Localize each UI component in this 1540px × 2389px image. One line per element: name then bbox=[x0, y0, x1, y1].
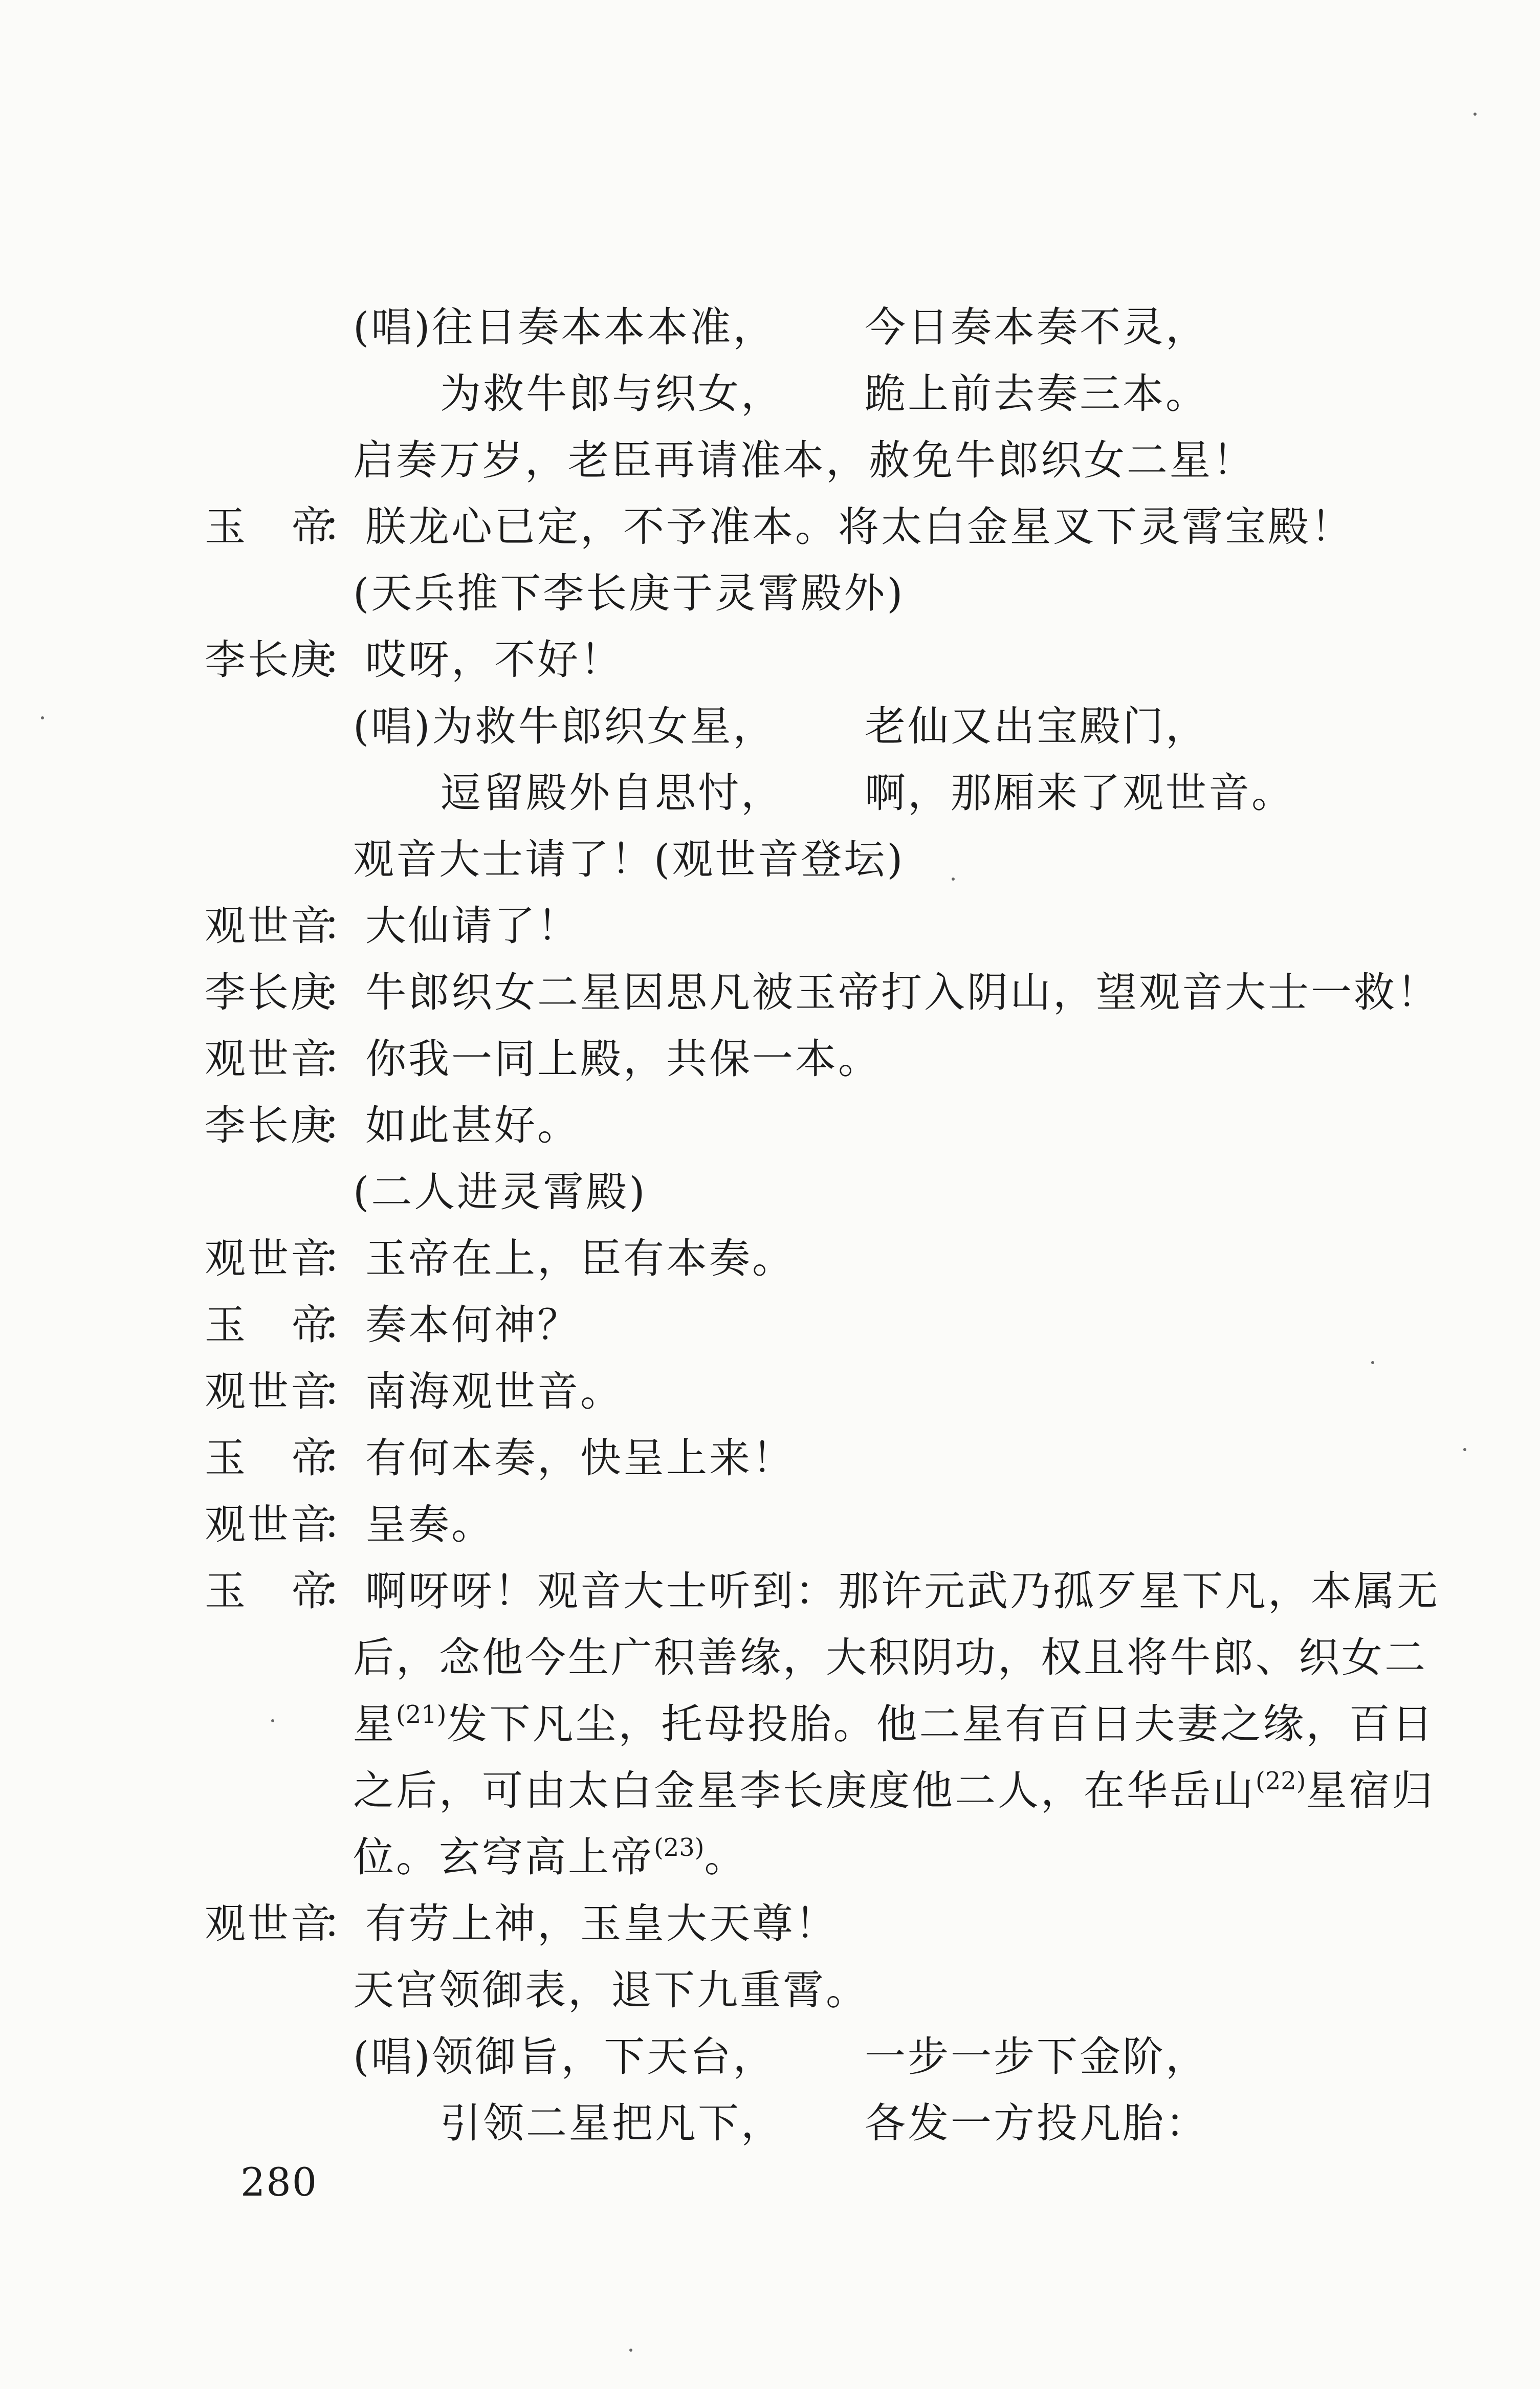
speaker-char-2: 帝 bbox=[292, 1434, 335, 1482]
speaker-char-1: 玉 bbox=[205, 503, 248, 551]
dialogue-line: ：哎呀，不好！ bbox=[322, 636, 623, 684]
verse-line-1-left: (唱)往日奏本本本准， bbox=[353, 303, 776, 351]
footnote-ref-23[interactable]: (23) bbox=[654, 1833, 705, 1862]
verse-line-left: (唱)领御旨，下天台， bbox=[353, 2033, 776, 2080]
page-number: 280 bbox=[240, 2159, 318, 2205]
dialogue-line: ：你我一同上殿，共保一本。 bbox=[322, 1035, 881, 1083]
scan-speck bbox=[1371, 1361, 1374, 1364]
footnote-ref-22[interactable]: (22) bbox=[1256, 1767, 1306, 1795]
dialogue-continuation: 后，念他今生广积善缘，大积阴功，权且将牛郎、织女二 bbox=[353, 1634, 1427, 1681]
dialogue-line: ：呈奏。 bbox=[322, 1501, 494, 1548]
dialogue-line: ：啊呀呀！观音大士听到：那许元武乃孤歹星下凡，本属无 bbox=[322, 1567, 1440, 1615]
speaker-label: 李长庚 bbox=[205, 636, 334, 684]
speaker-char-2: 帝 bbox=[292, 503, 335, 551]
dialogue-line: ：玉帝在上，臣有本奏。 bbox=[322, 1235, 795, 1282]
verse-line-right: 老仙又出宝殿门， bbox=[865, 703, 1208, 750]
dialogue-continuation: 启奏万岁，老臣再请准本，赦免牛郎织女二星！ bbox=[353, 436, 1256, 484]
speaker-label: 观世音 bbox=[205, 1235, 334, 1282]
scan-speck bbox=[41, 716, 44, 719]
dialogue-line: ：有何本奏，快呈上来！ bbox=[322, 1434, 795, 1482]
verse-line-left: (唱)为救牛郎织女星， bbox=[353, 703, 776, 750]
dialogue-continuation bbox=[353, 1699, 1435, 1750]
verse-line-left: 引领二星把凡下， bbox=[440, 2099, 784, 2147]
text-segment: 位。玄穹高上帝 bbox=[353, 1833, 654, 1881]
text-segment: 发下凡尘，托母投胎。他二星有百日夫妻之缘，百日 bbox=[446, 1700, 1435, 1748]
dialogue-line: ：奏本何神？ bbox=[322, 1301, 580, 1349]
dialogue-continuation: 观音大士请了！(观世音登坛) bbox=[353, 836, 905, 883]
dialogue-continuation bbox=[353, 1765, 1435, 1816]
text-segment: 之后，可由太白金星李长庚度他二人，在华岳山 bbox=[353, 1767, 1256, 1814]
verse-line-1-right: 今日奏本奏不灵， bbox=[865, 303, 1208, 351]
verse-line-2-left: 为救牛郎与织女， bbox=[440, 370, 784, 418]
speaker-char-2: 帝 bbox=[292, 1567, 335, 1615]
text-segment: 星 bbox=[353, 1700, 396, 1748]
speaker-char-2: 帝 bbox=[292, 1301, 335, 1349]
speaker-label: 观世音 bbox=[205, 1035, 334, 1083]
verse-line-left: 逗留殿外自思忖， bbox=[440, 769, 784, 817]
dialogue-line: ：有劳上神，玉皇大天尊！ bbox=[322, 1900, 838, 1947]
stage-direction: (天兵推下李长庚于灵霄殿外) bbox=[353, 569, 905, 617]
verse-line-right: 各发一方投凡胎： bbox=[865, 2099, 1208, 2147]
dialogue-line: ：牛郎织女二星因思凡被玉帝打入阴山，望观音大士一救！ bbox=[322, 969, 1440, 1016]
scan-speck bbox=[1473, 113, 1477, 116]
text-segment: 星宿归 bbox=[1306, 1767, 1435, 1814]
dialogue-line: ：大仙请了！ bbox=[322, 902, 580, 950]
verse-line-right: 啊，那厢来了观世音。 bbox=[865, 769, 1294, 817]
scan-speck bbox=[1463, 1448, 1466, 1451]
verse-line-right: 一步一步下金阶， bbox=[865, 2033, 1208, 2080]
speaker-char-1: 玉 bbox=[205, 1567, 248, 1615]
speaker-label: 李长庚 bbox=[205, 969, 334, 1016]
stage-direction: (二人进灵霄殿) bbox=[353, 1168, 647, 1216]
speaker-char-1: 玉 bbox=[205, 1434, 248, 1482]
dialogue-continuation bbox=[353, 1832, 747, 1883]
dialogue-line: ：南海观世音。 bbox=[322, 1368, 623, 1415]
speaker-label: 观世音 bbox=[205, 1368, 334, 1415]
scan-speck bbox=[271, 1719, 274, 1722]
scan-speck bbox=[629, 2349, 632, 2352]
dialogue-line: ：如此甚好。 bbox=[322, 1102, 580, 1149]
dialogue-continuation: 天宫领御表，退下九重霄。 bbox=[353, 1966, 869, 2014]
footnote-ref-21[interactable]: (21) bbox=[396, 1700, 447, 1729]
text-segment: 。 bbox=[704, 1833, 747, 1881]
speaker-label: 李长庚 bbox=[205, 1102, 334, 1149]
speaker-label: 观世音 bbox=[205, 902, 334, 950]
speaker-label: 观世音 bbox=[205, 1900, 334, 1947]
scan-speck bbox=[952, 878, 955, 881]
speaker-char-1: 玉 bbox=[205, 1301, 248, 1349]
speaker-label: 观世音 bbox=[205, 1501, 334, 1548]
verse-line-2-right: 跪上前去奏三本。 bbox=[865, 370, 1208, 418]
dialogue-line: ：朕龙心已定，不予准本。将太白金星叉下灵霄宝殿！ bbox=[322, 503, 1354, 551]
